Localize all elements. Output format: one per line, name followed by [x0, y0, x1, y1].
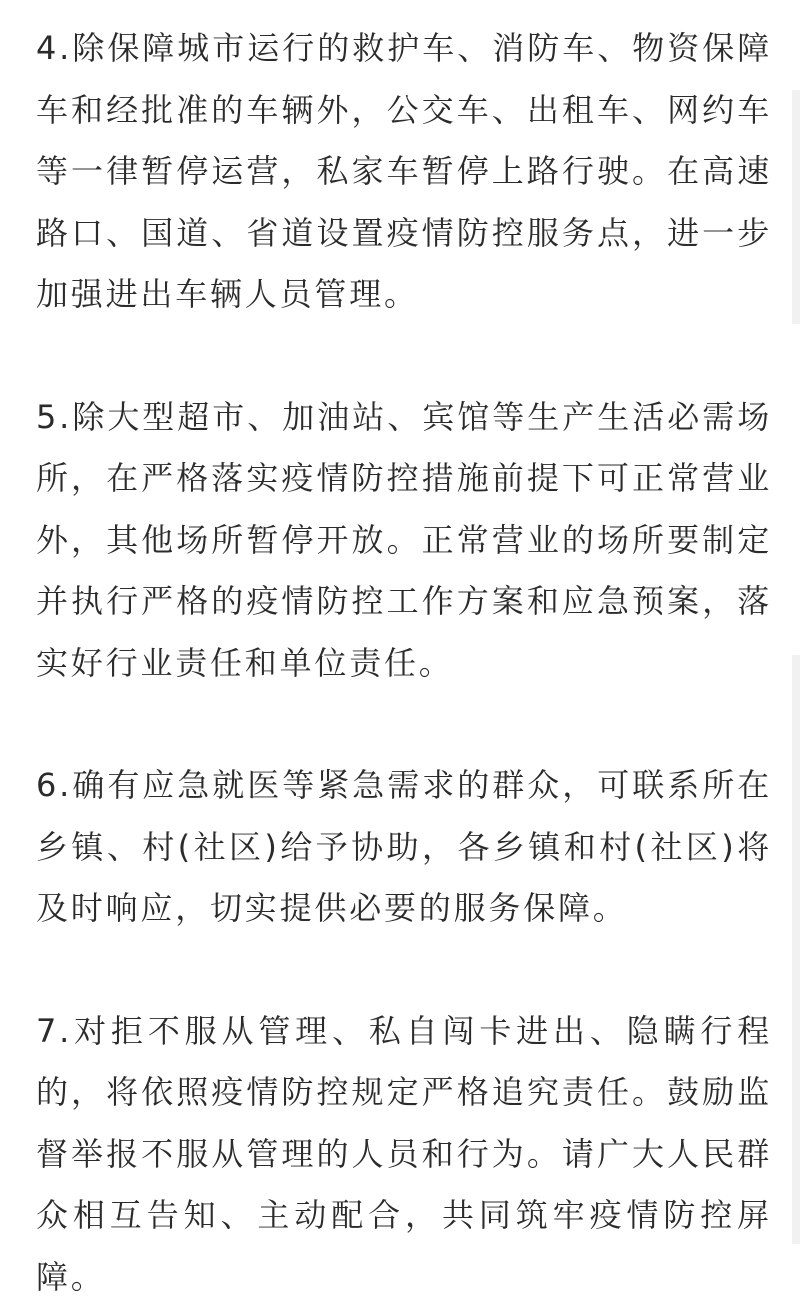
paragraph-item-4: 4.除保障城市运行的救护车、消防车、物资保障车和经批准的车辆外，公交车、出租车、网约车等一律暂停运营，私家车暂停上路行驶。在高速路口、国道、省道设置疫情防控服务点，进一步加强进出车辆人员管理。 [36, 18, 772, 326]
scroll-indicator-upper [792, 90, 800, 324]
paragraph-item-5: 5.除大型超市、加油站、宾馆等生产生活必需场所，在严格落实疫情防控措施前提下可正常营业外，其他场所暂停开放。正常营业的场所要制定并执行严格的疫情防控工作方案和应急预案，落实好行业责任和单位责任。 [36, 387, 772, 695]
article-body [36, 18, 772, 1308]
paragraph-item-7: 7.对拒不服从管理、私自闯卡进出、隐瞒行程的，将依照疫情防控规定严格追究责任。鼓励监督举报不服从管理的人员和行为。请广大人民群众相互告知、主动配合，共同筑牢疫情防控屏障。 [36, 1001, 772, 1308]
scroll-indicator-lower [792, 655, 800, 1244]
paragraph-item-6: 6.确有应急就医等紧急需求的群众，可联系所在乡镇、村(社区)给予协助，各乡镇和村(社区)将及时响应，切实提供必要的服务保障。 [36, 755, 772, 940]
